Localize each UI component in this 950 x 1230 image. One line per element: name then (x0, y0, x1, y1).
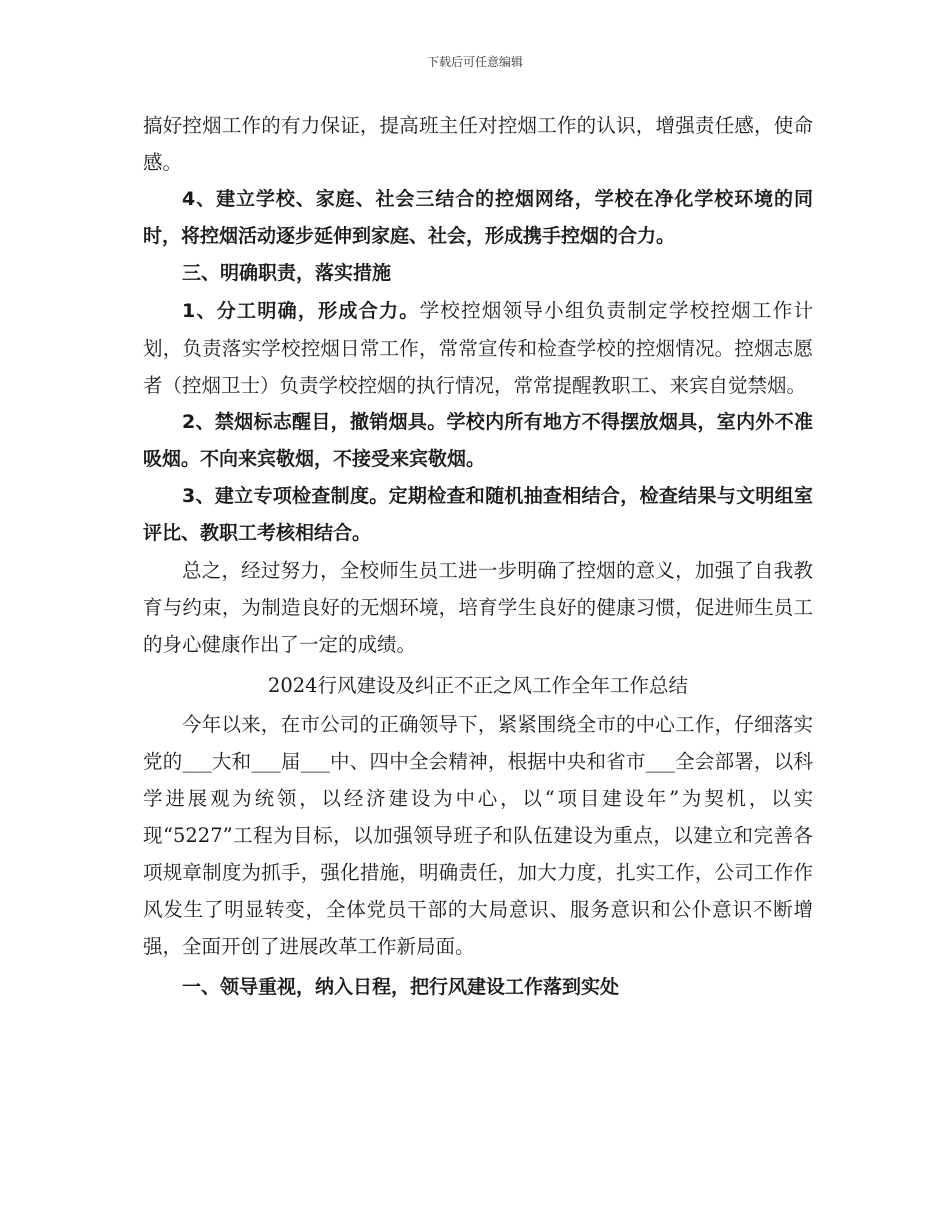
page-header: 下载后可任意编辑 (426, 55, 523, 69)
paragraph-5: 2、禁烟标志醒目，撤销烟具。学校内所有地方不得摆放烟具，室内外不准吸烟。不向来宾敬烟，不接受来宾敬烟。 (143, 411, 813, 470)
paragraph-6: 3、建立专项检查制度。定期检查和随机抽查相结合，检查结果与文明组室评比、教职工考核相结合。 (143, 485, 813, 544)
document-title: 2024行风建设及纠正不正之风工作全年工作总结 (267, 674, 689, 697)
paragraph-4-body: 学校控烟领导小组负责制定学校控烟工作计划，负责落实学校控烟日常工作，常常宣传和检查学校的控烟情况。控烟志愿者（控烟卫士）负责学校控烟的执行情况，常常提醒教职工、来宾自觉禁烟。 (143, 299, 813, 397)
section-heading-1: 一、领导重视，纳入日程，把行风建设工作落到实处 (182, 976, 620, 998)
paragraph-1: 搞好控烟工作的有力保证，提高班主任对控烟工作的认识，增强责任感，使命感。 (143, 114, 813, 174)
document-body (143, 107, 813, 1006)
paragraph-2: 4、建立学校、家庭、社会三结合的控烟网络，学校在净化学校环境的同时，将控烟活动逐步延伸到家庭、社会，形成携手控烟的合力。 (143, 188, 813, 247)
section-heading-3: 三、明确职责，落实措施 (182, 262, 392, 284)
paragraph-8: 今年以来，在市公司的正确领导下，紧紧围绕全市的中心工作，仔细落实党的___大和___届___中、四中全会精神，根据中央和省市___全会部署，以科学进展观为统领，以经济建设为中心，以“项目建设年”为契机，以实现“5227”工程为目标，以加强领导班子和队伍建设为重点，以建立和完善各项规章制度为抓手，强化措施，明确责任，加大力度，扎实工作，公司工作作风发生了明显转变，全体党员干部的大局意识、服务意识和公仆意识不断增强，全面开创了进展改革工作新局面。 (143, 713, 813, 958)
paragraph-4 (143, 292, 813, 404)
paragraph-4-lead: 1、分工明确，形成合力。 (182, 300, 420, 322)
paragraph-7: 总之，经过努力，全校师生员工进一步明确了控烟的意义，加强了自我教育与约束，为制造良好的无烟环境，培育学生良好的健康习惯，促进师生员工的身心健康作出了一定的成绩。 (143, 559, 813, 656)
